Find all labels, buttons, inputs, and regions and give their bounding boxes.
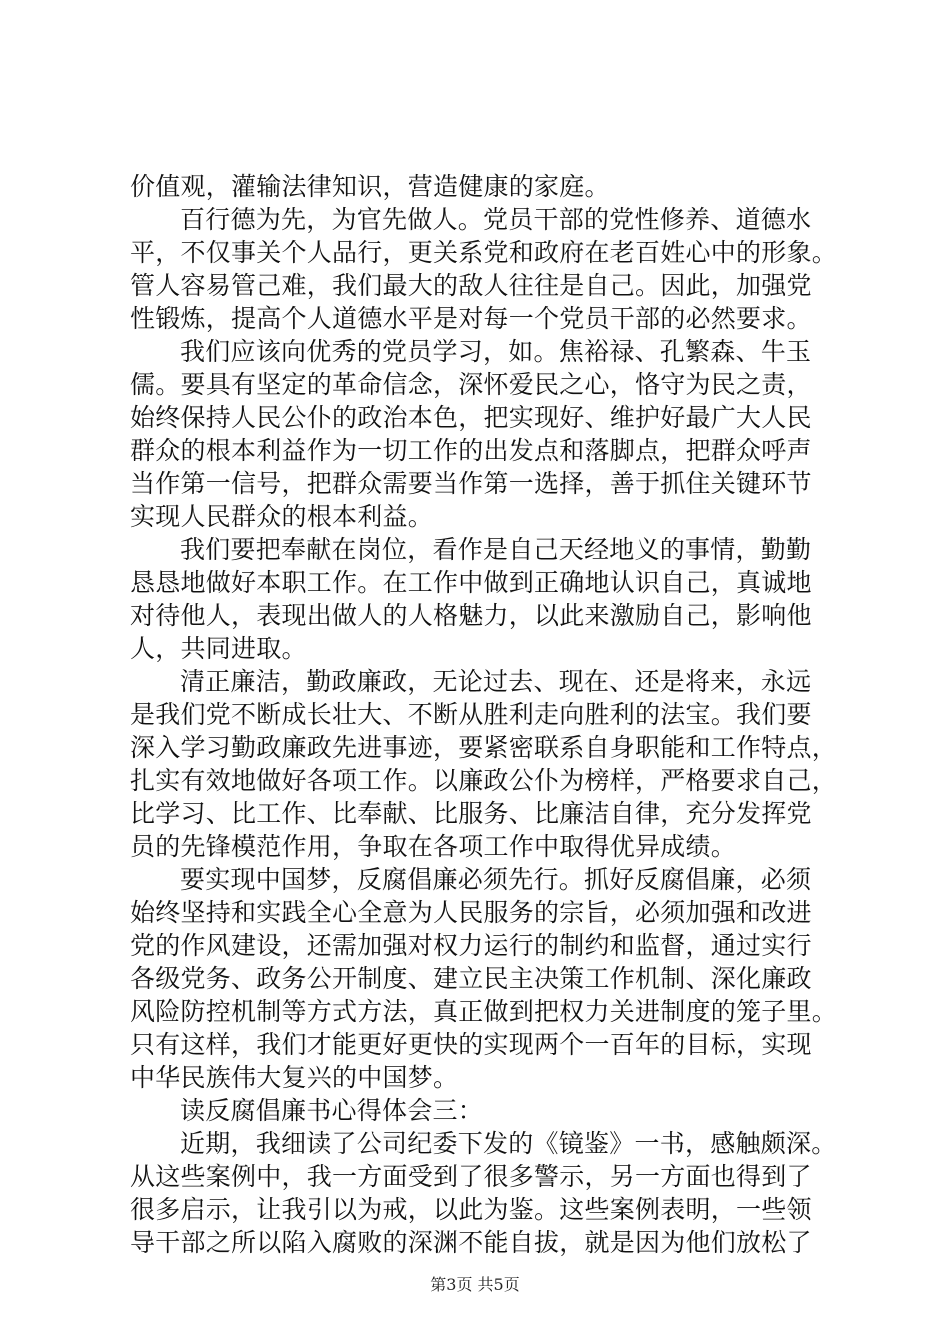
- text-line: 扎实有效地做好各项工作。以廉政公仆为榜样，严格要求自己，: [130, 766, 838, 795]
- text-line: 性锻炼，提高个人道德水平是对每一个党员干部的必然要求。: [130, 304, 812, 333]
- text-line: 始终保持人民公仆的政治本色，把实现好、维护好最广大人民: [130, 403, 812, 432]
- paragraph-start: 我们要把奉献在岗位，看作是自己天经地义的事情，勤勤: [180, 535, 812, 564]
- text-line: 儒。要具有坚定的革命信念，深怀爱民之心，恪守为民之责，: [130, 370, 812, 399]
- paragraph-start: 百行德为先，为官先做人。党员干部的党性修养、道德水: [180, 205, 812, 234]
- text-line: 平，不仅事关个人品行，更关系党和政府在老百姓心中的形象。: [130, 238, 838, 267]
- text-line: 恳恳地做好本职工作。在工作中做到正确地认识自己，真诚地: [130, 568, 812, 597]
- text-line: 实现人民群众的根本利益。: [130, 502, 434, 531]
- paragraph-start: 我们应该向优秀的党员学习，如。焦裕禄、孔繁森、牛玉: [180, 337, 812, 366]
- text-line: 中华民族伟大复兴的中国梦。: [130, 1063, 459, 1092]
- text-line: 从这些案例中，我一方面受到了很多警示，另一方面也得到了: [130, 1162, 812, 1191]
- text-line: 群众的根本利益作为一切工作的出发点和落脚点，把群众呼声: [130, 436, 812, 465]
- text-line: 比学习、比工作、比奉献、比服务、比廉洁自律，充分发挥党: [130, 799, 812, 828]
- section-heading: 读反腐倡廉书心得体会三：: [180, 1096, 484, 1125]
- text-line: 当作第一信号，把群众需要当作第一选择，善于抓住关键环节: [130, 469, 812, 498]
- text-line: 人，共同进取。: [130, 634, 307, 663]
- text-line: 对待他人，表现出做人的人格魅力，以此来激励自己，影响他: [130, 601, 812, 630]
- text-line: 只有这样，我们才能更好更快的实现两个一百年的目标，实现: [130, 1030, 812, 1059]
- text-line: 党的作风建设，还需加强对权力运行的制约和监督，通过实行: [130, 931, 812, 960]
- text-line: 始终坚持和实践全心全意为人民服务的宗旨，必须加强和改进: [130, 898, 812, 927]
- paragraph-start: 要实现中国梦，反腐倡廉必须先行。抓好反腐倡廉，必须: [180, 865, 812, 894]
- text-line: 深入学习勤政廉政先进事迹，要紧密联系自身职能和工作特点，: [130, 733, 838, 762]
- paragraph-start: 清正廉洁，勤政廉政，无论过去、现在、还是将来，永远: [180, 667, 812, 696]
- text-line: 是我们党不断成长壮大、不断从胜利走向胜利的法宝。我们要: [130, 700, 812, 729]
- text-line: 价值观，灌输法律知识，营造健康的家庭。: [130, 172, 610, 201]
- text-line: 各级党务、政务公开制度、建立民主决策工作机制、深化廉政: [130, 964, 812, 993]
- text-line: 风险防控机制等方式方法，真正做到把权力关进制度的笼子里。: [130, 997, 838, 1026]
- text-line: 导干部之所以陷入腐败的深渊不能自拔，就是因为他们放松了: [130, 1228, 812, 1257]
- paragraph-start: 近期，我细读了公司纪委下发的《镜鉴》一书，感触颇深。: [180, 1129, 837, 1158]
- text-line: 管人容易管己难，我们最大的敌人往往是自己。因此，加强党: [130, 271, 812, 300]
- page-number-footer: 第3页 共5页: [430, 1275, 520, 1294]
- text-line: 很多启示，让我引以为戒，以此为鉴。这些案例表明，一些领: [130, 1195, 812, 1224]
- text-line: 员的先锋模范作用，争取在各项工作中取得优异成绩。: [130, 832, 737, 861]
